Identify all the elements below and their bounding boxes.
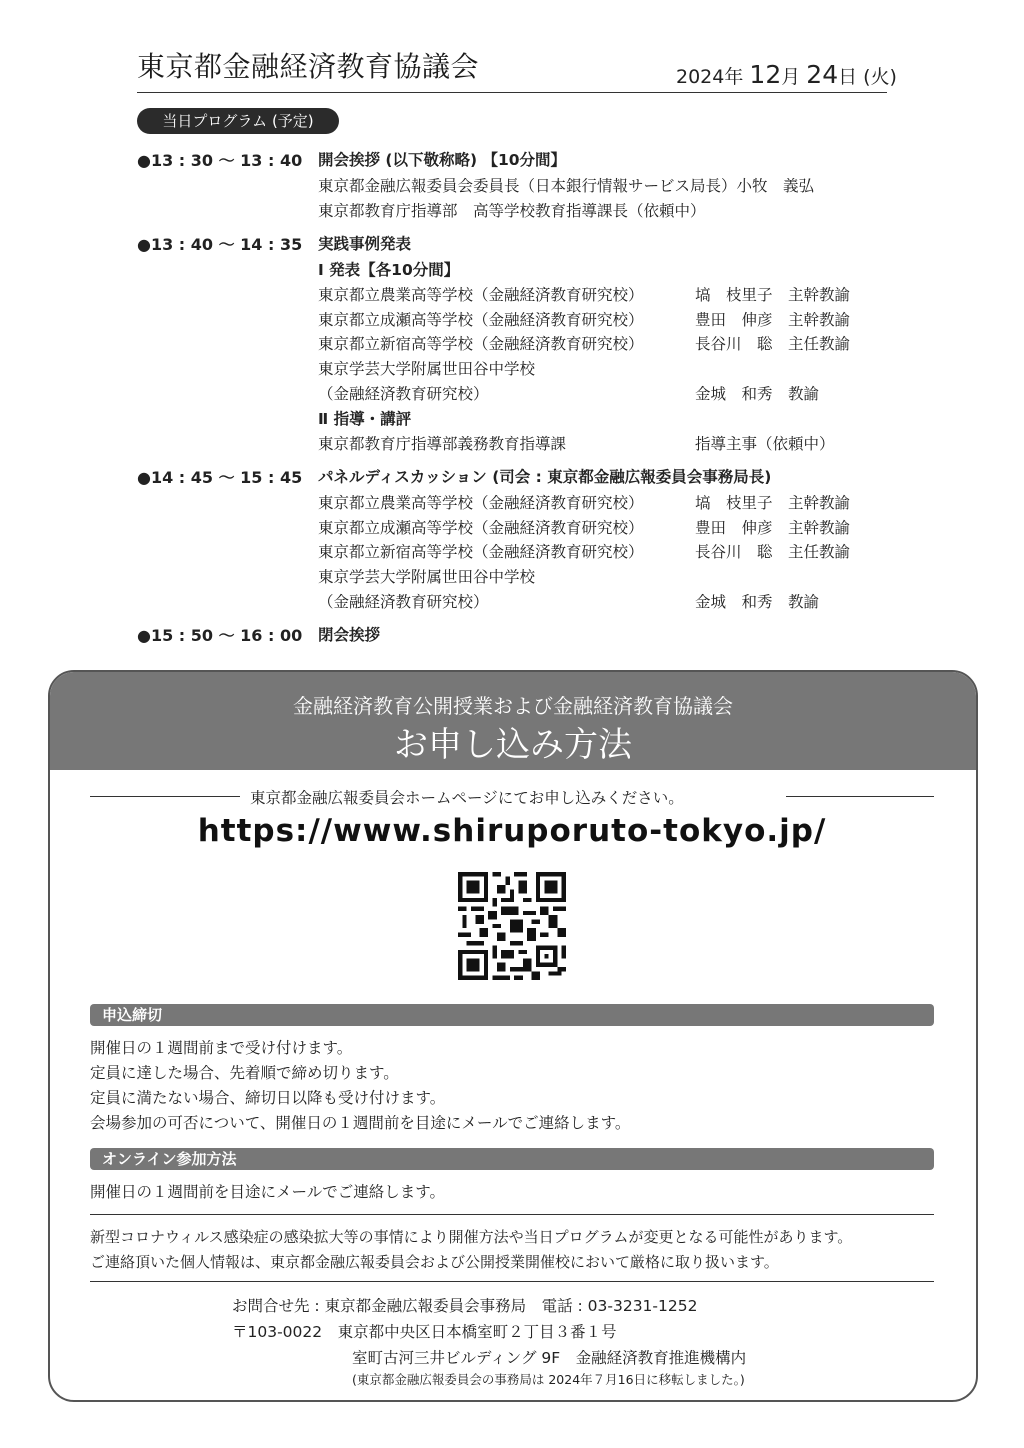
contact-building: 室町古河三井ビルディング 9F 金融経済教育推進機構内	[352, 1349, 747, 1367]
date-month: 12	[749, 60, 782, 89]
panelist-name: 金城 和秀 教諭	[695, 593, 820, 611]
presenter-name: 豊田 伸彦 主幹教諭	[695, 311, 851, 329]
program-label: 当日プログラム (予定)	[137, 108, 339, 134]
online-line: 開催日の１週間前を目途にメールでご連絡します。	[90, 1183, 445, 1201]
divider	[786, 796, 934, 797]
panelist-school: 東京都立農業高等学校（金融経済教育研究校）	[318, 494, 644, 512]
panelist-name: 塙 枝里子 主幹教諭	[695, 494, 851, 512]
application-url-link[interactable]: https://www.shiruporuto-tokyo.jp/	[197, 813, 827, 849]
panelist-school: 東京都立新宿高等学校（金融経済教育研究校）	[318, 543, 644, 561]
panelist-school: 東京都立成瀬高等学校（金融経済教育研究校）	[318, 519, 644, 537]
date-day-suffix: 日 (火)	[838, 66, 897, 88]
date-year-label: 年	[724, 66, 744, 88]
presenter-school: 東京都立農業高等学校（金融経済教育研究校）	[318, 286, 644, 304]
application-subtitle: 金融経済教育公開授業および金融経済教育協議会	[293, 694, 733, 718]
application-title: お申し込み方法	[394, 725, 632, 765]
session-3-title: パネルディスカッション (司会 : 東京都金融広報委員会事務局長)	[318, 468, 772, 486]
panelist-school: （金融経済教育研究校）	[318, 593, 489, 611]
header-divider	[137, 92, 887, 93]
guide-person: 指導主事（依頼中）	[695, 435, 835, 453]
session-4-title: 閉会挨拶	[318, 626, 381, 644]
session-2-subheading: Ⅱ 指導・講評	[318, 410, 412, 428]
contact-line: お問合せ先 : 東京都金融広報委員会事務局 電話 : 03-3231-1252	[232, 1297, 698, 1315]
presenter-name: 長谷川 聡 主任教諭	[695, 335, 851, 353]
guide-org: 東京都教育庁指導部義務教育指導課	[318, 435, 567, 453]
session-2-title: 実践事例発表	[318, 235, 412, 253]
application-instruction: 東京都金融広報委員会ホームページにてお申し込みください。	[250, 789, 684, 807]
presenter-school: 東京都立成瀬高等学校（金融経済教育研究校）	[318, 311, 644, 329]
session-1-line: 東京都教育庁指導部 高等学校教育指導課長（依頼中）	[318, 202, 706, 220]
panelist-school: 東京学芸大学附属世田谷中学校	[318, 568, 536, 586]
divider	[90, 796, 240, 797]
presenter-school: 東京都立新宿高等学校（金融経済教育研究校）	[318, 335, 644, 353]
session-1-time: ●13 : 30 ～ 13 : 40	[137, 151, 303, 170]
event-date	[676, 60, 897, 89]
deadline-line: 会場参加の可否について、開催日の１週間前を目途にメールでご連絡します。	[90, 1114, 631, 1132]
contact-note: (東京都金融広報委員会の事務局は 2024年７月16日に移転しました。)	[352, 1372, 745, 1387]
presenter-school: （金融経済教育研究校）	[318, 385, 489, 403]
deadline-line: 定員に満たない場合、締切日以降も受け付けます。	[90, 1089, 446, 1107]
session-1-line: 東京都金融広報委員会委員長（日本銀行情報サービス局長）小牧 義弘	[318, 177, 815, 195]
date-day: 24	[806, 60, 839, 89]
panelist-name: 豊田 伸彦 主幹教諭	[695, 519, 851, 537]
qr-code-icon[interactable]	[458, 872, 566, 980]
date-year: 2024	[676, 66, 725, 88]
session-2-subheading: Ⅰ 発表【各10分間】	[318, 261, 460, 279]
session-3-time: ●14 : 45 ～ 15 : 45	[137, 468, 303, 487]
date-month-label: 月	[781, 66, 801, 88]
deadline-line: 開催日の１週間前まで受け付けます。	[90, 1039, 353, 1057]
divider	[90, 1281, 934, 1282]
deadline-heading: 申込締切	[90, 1004, 934, 1026]
presenter-school: 東京学芸大学附属世田谷中学校	[318, 360, 536, 378]
session-2-time: ●13 : 40 ～ 14 : 35	[137, 235, 303, 254]
contact-address: 〒103-0022 東京都中央区日本橋室町２丁目３番１号	[232, 1323, 617, 1341]
session-1-title: 開会挨拶 (以下敬称略) 【10分間】	[318, 151, 567, 169]
panelist-name: 長谷川 聡 主任教諭	[695, 543, 851, 561]
session-4-time: ●15 : 50 ～ 16 : 00	[137, 626, 303, 645]
deadline-line: 定員に達した場合、先着順で締め切ります。	[90, 1064, 399, 1082]
application-header	[50, 672, 976, 770]
presenter-name: 塙 枝里子 主幹教諭	[695, 286, 851, 304]
divider	[90, 1214, 934, 1215]
online-heading: オンライン参加方法	[90, 1148, 934, 1170]
notice-line: ご連絡頂いた個人情報は、東京都金融広報委員会および公開授業開催校において厳格に取り扱います。	[90, 1253, 779, 1271]
presenter-name: 金城 和秀 教諭	[695, 385, 820, 403]
notice-line: 新型コロナウィルス感染症の感染拡大等の事情により開催方法や当日プログラムが変更となる可能性があります。	[90, 1228, 853, 1246]
page-title: 東京都金融経済教育協議会	[137, 50, 480, 83]
